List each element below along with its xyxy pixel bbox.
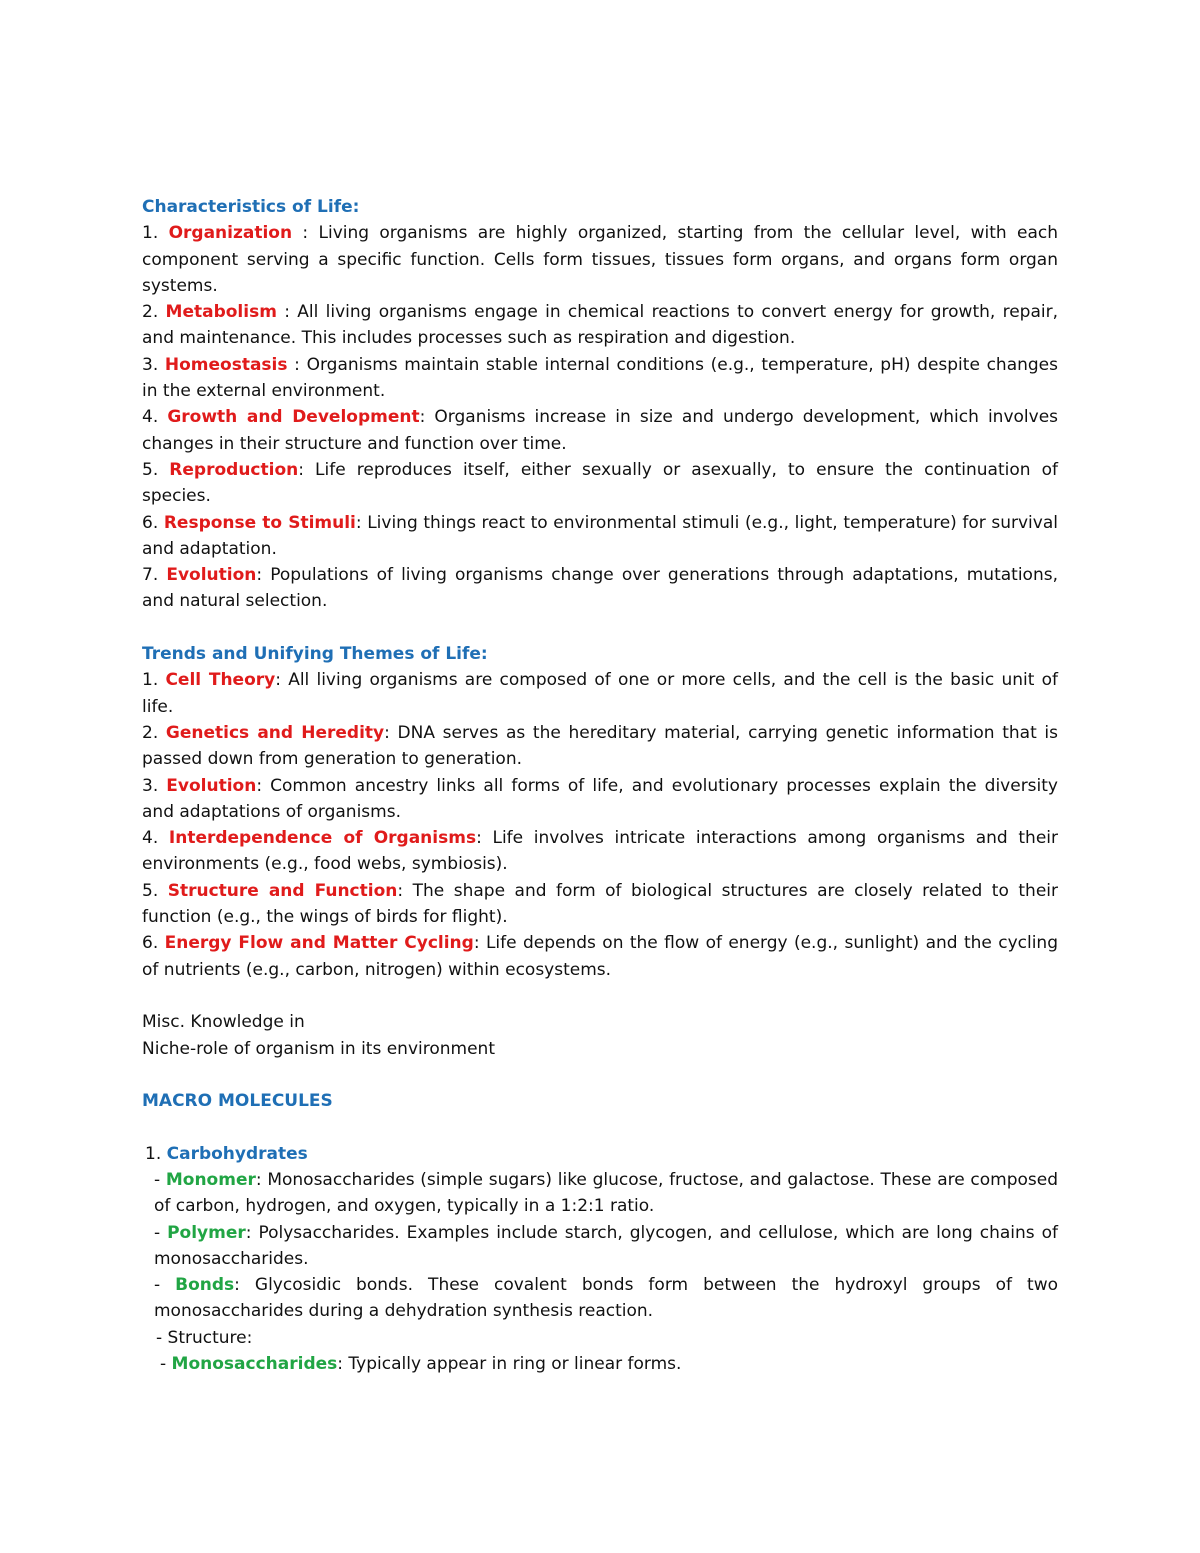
polymer-item [142,1220,1058,1273]
item-term: Interdependence of Organisms [168,828,477,849]
list-item [142,352,1058,405]
list-item [142,404,1058,457]
item-term: Response to Stimuli [163,512,356,533]
list-item [142,457,1058,510]
spacer [142,983,1058,1009]
list-item [142,720,1058,773]
item-term: Cell Theory [165,670,276,691]
item-separator: : [256,775,271,796]
item-term: Metabolism [165,302,277,323]
item-term: Organization [168,223,293,244]
item-term: Growth and Development [167,407,420,428]
item-separator: : [256,565,271,586]
list-item [142,878,1058,931]
spacer [142,615,1058,641]
document-page [142,194,1058,1377]
item-text: The shape and form of biological structures are closely related to their function (e.g., the wings of birds for flight). [142,880,1058,928]
item-text: Living things react to environmental stimuli (e.g., light, temperature) for survival and adaptation. [142,512,1058,559]
item-text: Life reproduces itself, either sexually or asexually, to ensure the continuation of species. [142,459,1058,507]
carbohydrates-title: Carbohydrates [166,1143,308,1164]
item-number: 2. [142,302,166,323]
dash: - [160,1354,172,1375]
dash: - [154,1275,176,1296]
item-term: Monosaccharides [171,1354,338,1375]
item-term: Polymer [167,1222,246,1243]
item-separator: : [397,880,413,901]
item-separator: : [476,828,493,849]
section-heading-macro: MACRO MOLECULES [142,1091,333,1112]
list-item [142,825,1058,878]
item-separator: : [287,354,307,375]
item-text: Organisms increase in size and undergo development, which involves changes in their structure and function over time. [142,407,1059,454]
item-text: Organisms maintain stable internal conditions (e.g., temperature, pH) despite changes in the external environment. [142,354,1058,402]
item-term: Evolution [166,565,257,586]
structure-label: - Structure: [156,1327,253,1348]
item-separator: : [337,1354,349,1375]
item-term: Monomer [165,1169,256,1190]
misc-line-1: Misc. Knowledge in [142,1012,305,1033]
item-text: All living organisms are composed of one or more cells, and the cell is the basic unit of life. [142,670,1059,717]
dash: - [154,1222,168,1243]
list-item [142,562,1058,615]
section-heading-themes: Trends and Unifying Themes of Life: [142,644,488,665]
misc-line-2: Niche-role of organism in its environment [142,1038,495,1059]
item-text: Life depends on the flow of energy (e.g., sunlight) and the cycling of nutrients (e.g., carbon, nitrogen) within ecosystems. [142,933,1058,980]
item-text: Polysaccharides. Examples include starch, glycogen, and cellulose, which are long chains of monosaccharides. [154,1222,1058,1269]
item-term: Homeostasis [164,354,288,375]
item-separator: : [355,512,368,533]
item-text: Monosaccharides (simple sugars) like glucose, fructose, and galactose. These are composed of carbon, hydrogen, and oxygen, typically in a 1:2:1 ratio. [154,1169,1059,1217]
item-text: Glycosidic bonds. These covalent bonds form between the hydroxyl groups of two monosaccharides during a dehydration synthesis reaction. [154,1275,1058,1322]
item-number: 3. [142,354,165,375]
item-text: Common ancestry links all forms of life, and evolutionary processes explain the diversity and adaptations of organisms. [142,775,1058,822]
item-separator: : [275,670,289,691]
item-term: Energy Flow and Matter Cycling [164,933,474,954]
list-item [142,773,1058,826]
item-separator: : [473,933,486,954]
item-separator: : [292,223,319,244]
section-heading-characteristics: Characteristics of Life: [142,197,360,217]
item-text: Populations of living organisms change over generations through adaptations, mutations, and natural selection. [142,565,1058,612]
item-number: 5. [142,459,170,480]
item-number: 1. [142,223,169,244]
item-text: All living organisms engage in chemical reactions to convert energy for growth, repair, and maintenance. This includes processes such as respiration and digestion. [142,302,1058,349]
item-text: Living organisms are highly organized, starting from the cellular level, with each component serving a specific function. Cells form tissues, tissues form organs, and organs form organ systems. [142,223,1058,296]
item-term: Structure and Function [167,880,398,901]
item-number: 6. [142,933,165,954]
item-number: 4. [142,828,169,849]
monosaccharides-item [142,1351,1058,1377]
item-number: 1. [145,1143,167,1164]
item-separator: : [255,1169,268,1190]
item-number: 5. [142,880,168,901]
spacer [142,1062,1058,1088]
item-text: DNA serves as the hereditary material, carrying genetic information that is passed down from generation to generation. [142,722,1058,770]
item-term: Genetics and Heredity [165,722,385,743]
item-number: 2. [142,722,166,743]
list-item [142,510,1058,563]
item-separator: : [276,302,298,323]
list-item [142,220,1058,299]
item-separator: : [234,1275,255,1296]
list-item [142,930,1058,983]
item-number: 1. [142,670,166,691]
item-separator: : [245,1222,259,1243]
item-number: 3. [142,775,167,796]
item-number: 6. [142,512,164,533]
item-separator: : [419,407,435,428]
item-separator: : [298,459,316,480]
list-item [142,667,1058,720]
monomer-item [142,1167,1058,1220]
item-text: Typically appear in ring or linear forms. [348,1354,682,1375]
list-item [142,299,1058,352]
spacer [142,1114,1058,1140]
item-term: Bonds [175,1275,235,1296]
item-number: 4. [142,407,168,428]
item-number: 7. [142,565,167,586]
item-term: Reproduction [169,459,299,480]
carbohydrates-heading [142,1141,1058,1167]
item-text: Life involves intricate interactions among organisms and their environments (e.g., food webs, symbiosis). [142,828,1058,875]
bonds-item [142,1272,1058,1325]
item-separator: : [384,722,398,743]
item-term: Evolution [166,775,257,796]
dash: - [154,1169,166,1190]
